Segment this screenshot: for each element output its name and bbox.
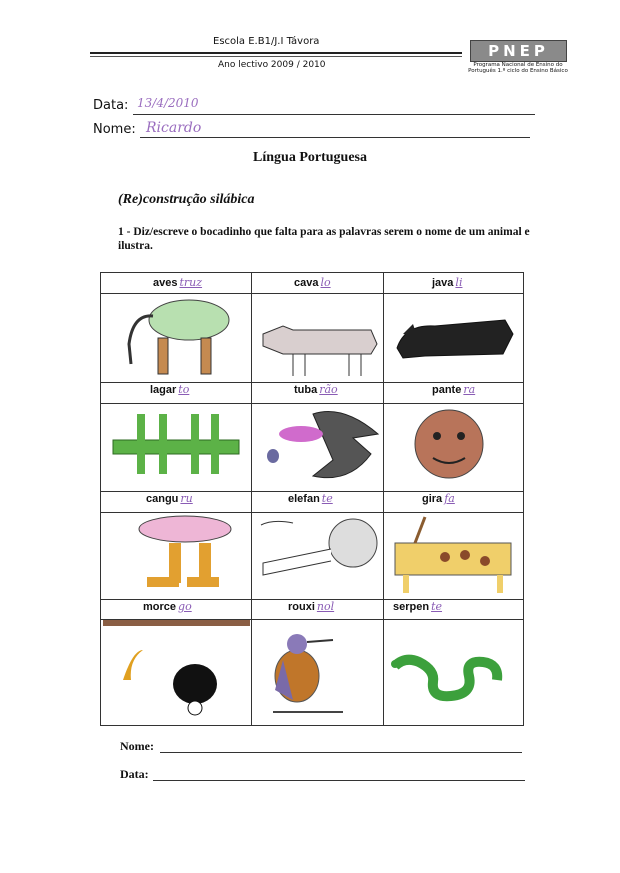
word-cell: elefan te [288, 492, 333, 505]
footer-name-line [160, 752, 522, 753]
footer-date-line [153, 780, 525, 781]
footer-name-label: Nome: [120, 739, 154, 753]
giraffe-drawing [385, 513, 523, 599]
horse-drawing [253, 294, 383, 382]
word-cell: rouxi nol [288, 600, 335, 613]
lizard-drawing [103, 404, 250, 490]
date-line [133, 114, 535, 115]
snake-drawing [385, 620, 523, 724]
word-cell: aves truz [153, 276, 203, 289]
header-rule-thin [90, 56, 462, 57]
word-cell: serpen te [393, 600, 443, 613]
kangaroo-drawing [103, 513, 250, 599]
name-value: Ricardo [146, 120, 202, 136]
word-cell: lagar to [150, 383, 190, 396]
word-cell: tuba rão [294, 383, 338, 396]
pnep-logo: PNEP [470, 40, 567, 62]
animal-grid [100, 272, 524, 726]
name-label: Nome: [93, 122, 136, 137]
shark-drawing [253, 404, 383, 490]
date-value: 13/4/2010 [137, 96, 199, 110]
word-cell: pante ra [432, 383, 476, 396]
school-name: Escola E.B1/J.I Távora [213, 36, 320, 47]
boar-drawing [385, 294, 523, 382]
section-subtitle: (Re)construção silábica [118, 192, 255, 207]
pnep-logo-subtitle: Programa Nacional de Ensino do Português 1.º ciclo do Ensino Básico [468, 62, 568, 74]
word-cell: java li [432, 276, 463, 289]
footer-date-label: Data: [120, 767, 149, 781]
elephant-drawing [253, 513, 383, 599]
word-cell: gira fa [422, 492, 455, 505]
panther-drawing [385, 404, 523, 490]
grid-divider [383, 273, 384, 725]
name-line [140, 137, 530, 138]
grid-divider [251, 273, 252, 725]
nightingale-drawing [253, 620, 383, 724]
ostrich-drawing [103, 294, 250, 382]
word-cell: cava lo [294, 276, 331, 289]
school-year: Ano lectivo 2009 / 2010 [218, 60, 326, 70]
exercise-instruction: 1 - Diz/escreve o bocadinho que falta para as palavras serem o nome de um animal e ilustra. [118, 226, 530, 252]
bat-drawing [103, 620, 250, 724]
word-cell: morce go [143, 600, 192, 613]
header-rule [90, 52, 462, 54]
page-title: Língua Portuguesa [253, 150, 367, 165]
word-cell: cangu ru [146, 492, 193, 505]
date-label: Data: [93, 98, 129, 113]
